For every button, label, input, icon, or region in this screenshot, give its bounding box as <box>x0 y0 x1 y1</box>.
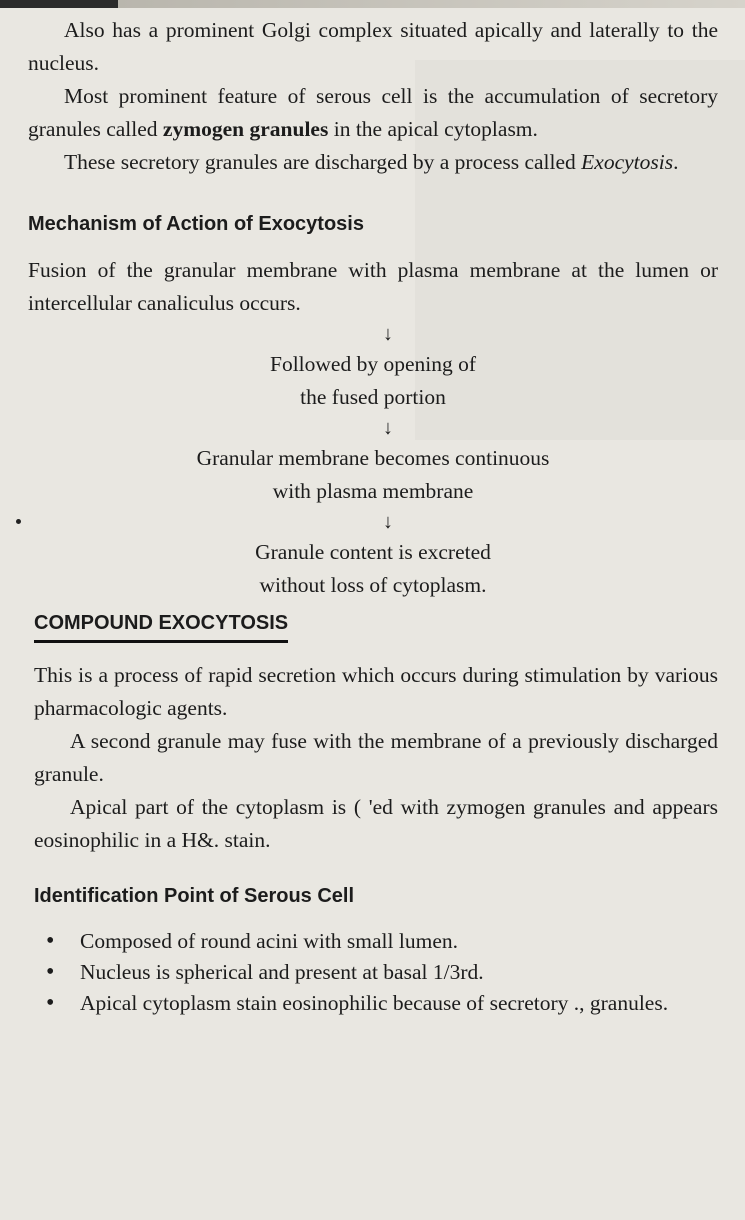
page-top-edge <box>0 0 745 8</box>
mechanism-heading: Mechanism of Action of Exocytosis <box>28 213 364 235</box>
flow-arrow-2: ↓ <box>383 417 393 439</box>
margin-speck <box>16 519 21 524</box>
flow-arrow-3: ↓ <box>383 511 393 533</box>
compound-paragraph-3: Apical part of the cytoplasm is ( 'ed with zymogen granules and appears eosinophilic in a H&. stain. <box>34 795 718 852</box>
compound-paragraph-1: This is a process of rapid secretion which occurs during stimulation by various pharmacologic agents. <box>34 663 718 720</box>
list-item: • Apical cytoplasm stain eosinophilic because of secretory ., granules. <box>34 988 718 1019</box>
list-item: • Composed of round acini with small lumen. <box>34 926 718 957</box>
flow-arrow-1: ↓ <box>383 323 393 345</box>
compound-paragraph-2: A second granule may fuse with the membrane of a previously discharged granule. <box>34 729 718 786</box>
paragraph-exocytosis: These secretory granules are discharged by a process called Exocytosis. <box>64 150 679 174</box>
paragraph-zymogen: Most prominent feature of serous cell is the accumulation of secretory granules called zymogen granules in the apical cytoplasm. <box>28 84 718 141</box>
zymogen-term: zymogen granules <box>162 117 329 141</box>
exocytosis-term: Exocytosis <box>581 150 674 174</box>
compound-exocytosis-heading: COMPOUND EXOCYTOSIS <box>34 612 288 643</box>
list-item: • Nucleus is spherical and present at basal 1/3rd. <box>34 957 718 988</box>
paragraph-golgi: Also has a prominent Golgi complex situated apically and laterally to the nucleus. <box>28 18 718 75</box>
mechanism-intro: Fusion of the granular membrane with plasma membrane at the lumen or intercellular canaliculus occurs. <box>28 258 718 315</box>
identification-list <box>34 926 718 1019</box>
flow-step-1: Followed by opening of the fused portion <box>269 352 477 409</box>
document-page <box>28 14 718 1019</box>
flow-step-2: Granular membrane becomes continuous with plasma membrane <box>196 446 550 503</box>
flow-step-3: Granule content is excreted without loss of cytoplasm. <box>255 540 491 597</box>
identification-heading: Identification Point of Serous Cell <box>34 885 355 907</box>
